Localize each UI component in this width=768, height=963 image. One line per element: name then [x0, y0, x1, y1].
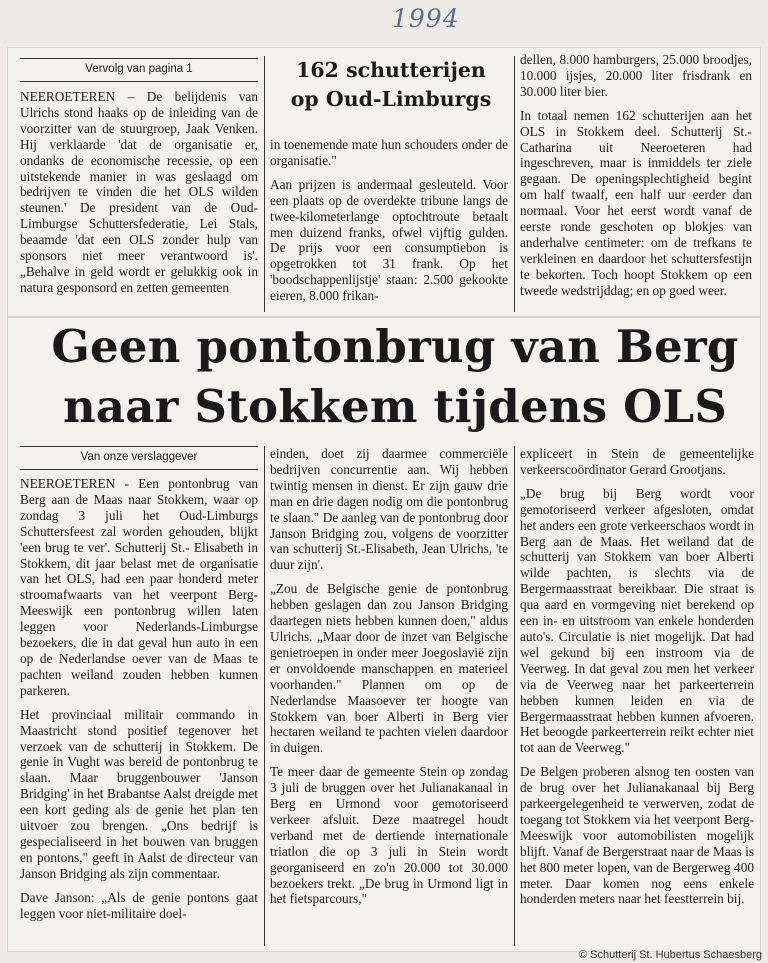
main-article-clipping — [8, 318, 760, 951]
top-column-1 — [20, 89, 258, 313]
top-col3-paragraph: In totaal nemen 162 schutterijen aan het OLS in Stokkem deel. Schutterij St.-Catharina uit Neeroeteren had ingeschreven, maar is inmiddels ter ziele gegaan. De openingsplechtigheid begint om half twaalf, een half uur eerder dan normaal. Voor het eerst wordt vanaf de eerste ronde geschoten op blokjes van anderhalve centimeter: om de trefkans te verkleinen en daardoor het schuttersfestijn te bekorten. Toch hoopt Stokkem op een tweede wedstrijddag; en op goed weer. — [520, 107, 752, 298]
main-column-2 — [270, 446, 508, 948]
main-col1-paragraph: NEEROETEREN - Een pontonbrug van Berg aan de Maas naar Stokkem, waar op zondag 3 juli het Oud-Limburgs Schuttersfeest zal worden gehouden, blijkt 'een brug te ver'. Schutterij St.- Elisabeth in Stokkem, dit jaar belast met de organisatie van het OLS, had een paar honderd meter stroomafwaarts van het veerpont Berg-Meeswijk een pontonbrug willen laten leggen voor Nederlands-Limburgse bezoekers, die in dat geval hun auto in een op de Nederlandse oever van de Maas te pachten weiland zouden hebben kunnen parkeren. — [20, 476, 258, 698]
main-col2-paragraph: Te meer daar de gemeente Stein op zondag 3 juli de bruggen over het Julianakanaal in Berg en Urmond voor gemotoriseerd verkeer afsluit. Deze maatregel houdt verband met de dertiende internationale triatlon die op 3 juli in Stein wordt georganiseerd en zo'n 20.000 tot 30.000 bezoekers trekt. „De brug in Urmond ligt in het fietsparcours," — [270, 764, 508, 907]
kicker-rule-top — [20, 58, 258, 59]
top-headline-line2: op Oud-Limburgs — [290, 87, 492, 111]
main-col1-paragraph: Dave Janson: „Als de genie pontons gaat leggen voor niet-militaire doel- — [20, 889, 258, 921]
column-divider — [514, 56, 515, 312]
main-headline-line2: naar Stokkem tijdens OLS — [62, 380, 728, 433]
main-col2-paragraph: „Zou de Belgische genie de pontonbrug hebben geslagen dan zou Janson Bridging daartegen niets hebben kunnen doen," aldus Ulrichs. „Maar door de inzet van Belgische genietroepen in onder meer Joegoslavië zijn er onvoldoende manschappen en materieel voorhanden." Plannen om op de Nederlandse Maasoever ter hoogte van Stokkem van boer Alberti in Berg vier hectaren weiland te pachten vielen daardoor in duigen. — [270, 581, 508, 756]
top-headline-line1: 162 schutterijen — [296, 58, 486, 82]
main-col2-paragraph: einden, doet zij daarmee commerciële bedrijven concurrentie aan. Wij hebben twintig mensen in dienst. Er zijn gauw drie man en drie dagen nodig om die pontonbrug te slaan." De aanleg van de pontonbrug door Janson Bridging zou, volgens de voorzitter van schutterij St.-Elisabeth, Jean Ulrichs, 'te duur zijn'. — [270, 446, 508, 573]
handwritten-year: 1994 — [392, 4, 460, 33]
top-kicker: Vervolg van pagina 1 — [85, 63, 193, 75]
main-col3-paragraph: expliceert in Stein de gemeentelijke verkeerscoördinator Gerard Grootjans. — [520, 446, 754, 477]
kicker-rule-bottom — [20, 469, 258, 470]
top-column-3 — [520, 52, 752, 314]
kicker-rule-bottom — [20, 81, 258, 82]
top-col3-paragraph: dellen, 8.000 hamburgers, 25.000 broodjes, 10.000 ijsjes, 20.000 liter frisdrank en 30.000 liter bier. — [520, 52, 752, 99]
top-col2-paragraph: in toenemende mate hun schouders onder de organisatie." — [270, 137, 508, 168]
copyright-credit: © Schutterij St. Hubertus Schaesberg — [579, 949, 762, 961]
main-kicker: Van onze verslaggever — [80, 451, 198, 463]
main-column-1 — [20, 476, 258, 948]
top-article-clipping — [8, 48, 760, 316]
top-column-2 — [270, 137, 508, 313]
main-col3-paragraph: „De brug bij Berg wordt voor gemotoriseerd verkeer afgesloten, omdat het anders een grote verkeerschaos wordt in Berg aan de Maas. Het weiland dat de schutterij van Stokkem van boer Alberti wilde pachten, is slechts via de Bergermaasstraat bereikbaar. Die straat is qua aard en vormgeving niet berekend op een in- en uitstroom van enkele honderden auto's. Circulatie is niet mogelijk. Dat had wel gekund bij een instroom via de Veerweg. In dat geval zou men het verkeer via de Veerweg naar het parkeerterrein hebben kunnen leiden en via de Bergermaasstraat hebben kunnen afvoeren. Het beoogde parkeerterrein reikt echter niet tot aan de Veerweg." — [520, 485, 754, 756]
top-col1-paragraph: NEEROETEREN – De belijdenis van Ulrichs stond haaks op de inleiding van de voorzitter van de stuurgroep, Jaak Venken. Hij verklaarde 'dat de organisatie er, ondanks de economische recessie, op een uitstekende manier in was geslaagd om bedrijven te vinden die het OLS wilden steunen.' De president van de Oud-Limburgse Schuttersfederatie, Lei Stals, beaamde 'dat een OLS zonder hulp van sponsors niet meer verantwoord is'. „Behalve in geld wordt er gelukkig ook in natura gesponsord en zetten gemeenten — [20, 89, 258, 295]
top-headline — [262, 56, 520, 114]
main-col1-paragraph: Het provinciaal militair commando in Maastricht stond positief tegenover het verzoek van de schutterij in Stokkem. De genie in Vught was bereid de pontonbrug te slaan. Maar bruggenbouwer 'Janson Bridging' in het Brabantse Aalst dreigde met een kort geding als de genie het plan ten uitvoer zou brengen. „Ons bedrijf is gespecialiseerd in het bouwen van bruggen en pontons," geeft in Aalst de directeur van Janson Bridging als zijn commentaar. — [20, 706, 258, 881]
main-headline-line1: Geen pontonbrug van Berg — [51, 320, 739, 373]
kicker-rule-top — [20, 446, 258, 447]
main-col3-paragraph: De Belgen proberen alsnog ten oosten van de brug over het Julianakanaal bij Berg parkeergelegenheid te verwerven, zodat de toegang tot Stokkem via het veerpont Berg-Meeswijk voor automobilisten mogelijk blijft. Vanaf de Bergerstraat naar de Maas is het 800 meter lopen, van de Bergerweg 400 meter. Daar komen nog eens enkele honderden meters naar het feestterrein bij. — [520, 764, 754, 907]
column-divider — [264, 446, 265, 946]
column-divider — [514, 446, 515, 946]
top-col2-paragraph: Aan prijzen is andermaal gesleuteld. Voor een plaats op de overdekte tribune langs de twee-kilometerlange optochtroute betaalt men duizend franks, ofwel vijftig gulden. De prijs voor een consumptiebon is opgetrokken tot 31 frank. Op het 'boodschappenlijstje' staan: 2.500 gekookte eieren, 8.000 frikan- — [270, 176, 508, 304]
main-column-3 — [520, 446, 754, 948]
